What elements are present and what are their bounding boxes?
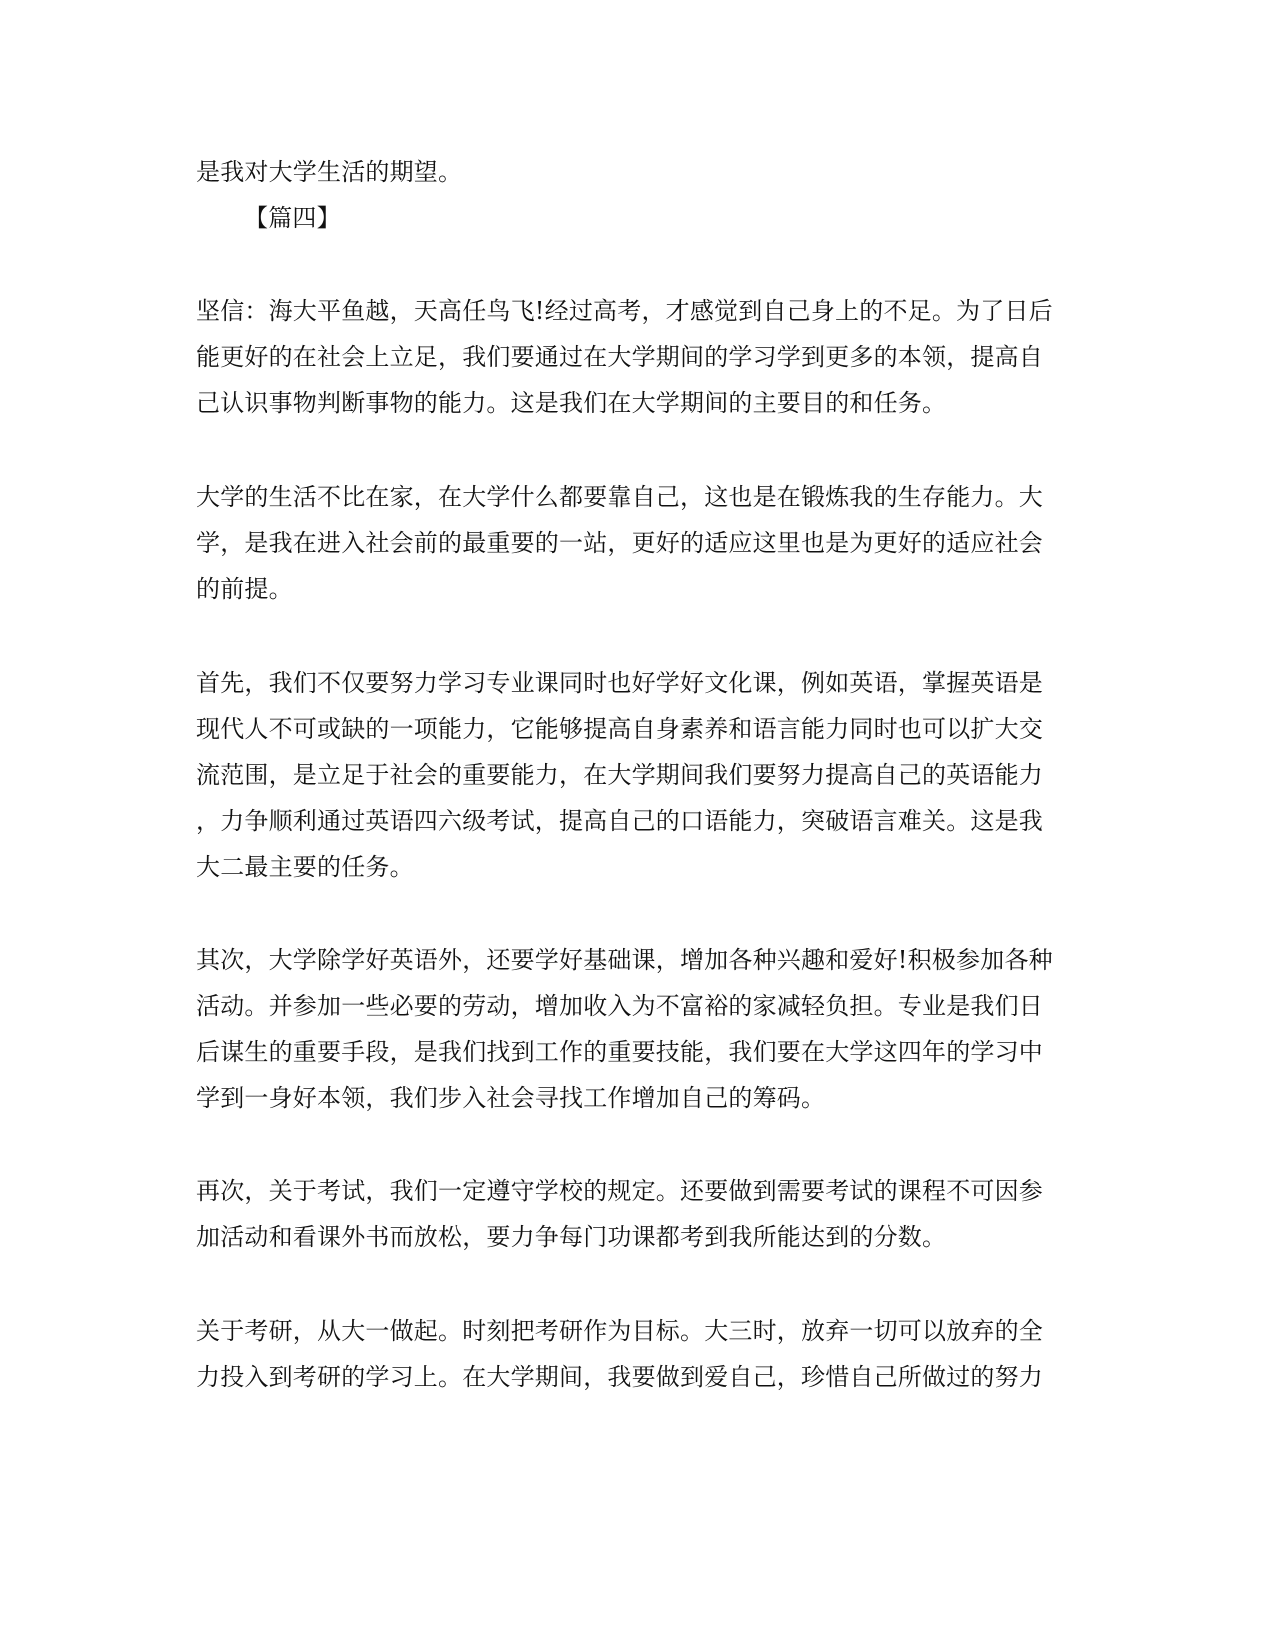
paragraph-3-line-5: 大二最主要的任务。	[196, 853, 414, 881]
paragraph-2-line-3: 的前提。	[196, 575, 293, 603]
paragraph-1-line-1: 坚信：海大平鱼越，天高任鸟飞!经过高考，才感觉到自己身上的不足。为了日后	[196, 297, 1053, 325]
paragraph-4-line-1: 其次，大学除学好英语外，还要学好基础课，增加各种兴趣和爱好!积极参加各种	[196, 946, 1053, 974]
paragraph-4-line-2: 活动。并参加一些必要的劳动，增加收入为不富裕的家减轻负担。专业是我们日	[196, 992, 1043, 1020]
paragraph-1-line-2: 能更好的在社会上立足，我们要通过在大学期间的学习学到更多的本领，提高自	[196, 343, 1043, 371]
opening-line: 是我对大学生活的期望。	[196, 158, 463, 186]
paragraph-2-line-2: 学，是我在进入社会前的最重要的一站，更好的适应这里也是为更好的适应社会	[196, 529, 1043, 557]
paragraph-1-line-3: 己认识事物判断事物的能力。这是我们在大学期间的主要目的和任务。	[196, 389, 947, 417]
paragraph-4-line-4: 学到一身好本领，我们步入社会寻找工作增加自己的筹码。	[196, 1084, 826, 1112]
paragraph-6-line-1: 关于考研，从大一做起。时刻把考研作为目标。大三时，放弃一切可以放弃的全	[196, 1317, 1043, 1345]
paragraph-3-line-1: 首先，我们不仅要努力学习专业课同时也好学好文化课，例如英语，掌握英语是	[196, 669, 1043, 697]
paragraph-5-line-2: 加活动和看课外书而放松，要力争每门功课都考到我所能达到的分数。	[196, 1223, 947, 1251]
paragraph-4-line-3: 后谋生的重要手段，是我们找到工作的重要技能，我们要在大学这四年的学习中	[196, 1038, 1043, 1066]
paragraph-5-line-1: 再次，关于考试，我们一定遵守学校的规定。还要做到需要考试的课程不可因参	[196, 1177, 1043, 1205]
paragraph-6-line-2: 力投入到考研的学习上。在大学期间，我要做到爱自己，珍惜自己所做过的努力	[196, 1363, 1043, 1391]
section-heading: 【篇四】	[244, 204, 341, 232]
paragraph-3-line-3: 流范围，是立足于社会的重要能力，在大学期间我们要努力提高自己的英语能力	[196, 761, 1043, 789]
paragraph-3-line-4: ，力争顺利通过英语四六级考试，提高自己的口语能力，突破语言难关。这是我	[196, 807, 1043, 835]
paragraph-2-line-1: 大学的生活不比在家，在大学什么都要靠自己，这也是在锻炼我的生存能力。大	[196, 483, 1043, 511]
paragraph-3-line-2: 现代人不可或缺的一项能力，它能够提高自身素养和语言能力同时也可以扩大交	[196, 715, 1043, 743]
